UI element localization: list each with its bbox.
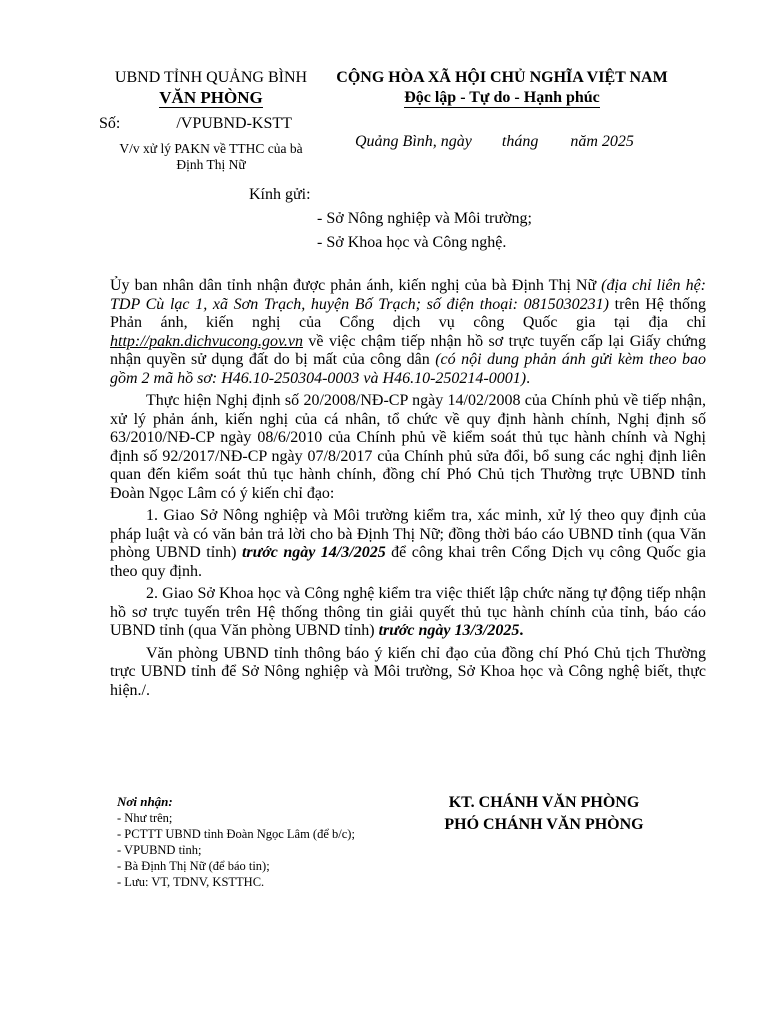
agency-block <box>96 68 326 109</box>
paragraph-4 <box>110 585 706 641</box>
p3-deadline: trước ngày 14/3/2025 <box>241 544 386 561</box>
p3-text-c: để công khai trên Cổng Dịch vụ công Quốc gia theo quy định. <box>110 544 707 580</box>
document-subject <box>96 141 326 173</box>
nation-block <box>318 68 686 108</box>
pakn-link[interactable]: http://pakn.dichvucong.gov.vn <box>110 332 303 350</box>
agency-name: UBND TỈNH QUẢNG BÌNH <box>114 69 308 86</box>
signature-block <box>412 792 676 836</box>
date-year: năm 2025 <box>570 133 634 150</box>
paragraph-2: Thực hiện Nghị định số 20/2008/NĐ-CP ngày 14/02/2008 của Chính phủ về tiếp nhận, xử lý phản ánh, kiến nghị của cá nhân, tổ chức về quy định hành chính, Nghị định số 63/2010/NĐ-CP ngày 08/6/2010 của Chính phủ về kiểm soát thủ tục hành chính và Nghị định số 92/2017/NĐ-CP ngày 07/8/2017 của Chính phủ sửa đổi, bổ sung các nghị định liên quan đến kiểm soát thủ tục hành chính, đồng chí Phó Chủ tịch Thường trực UBND tỉnh Đoàn Ngọc Lâm có ý kiến chỉ đạo: <box>110 392 706 502</box>
recipients-block <box>117 794 355 890</box>
p1-attachment-note: (có nội dung phản ánh gửi kèm theo bao gồm 2 mã hồ sơ: H46.10-250304-0003 và H46.10-250214-0001) <box>110 351 706 387</box>
p3-text-a: 1. Giao Sở Nông nghiệp và Môi trường kiểm tra, xác minh, xử lý theo quy định của pháp luật và có văn bản trả lời cho bà Định Thị Nữ; đồng thời báo cáo UBND tỉnh (qua Văn phòng UBND tỉnh) <box>110 507 706 561</box>
nation-title: CỘNG HÒA XÃ HỘI CHỦ NGHĨA VIỆT NAM <box>336 69 668 86</box>
document-date <box>347 115 634 151</box>
p4-deadline: trước ngày 13/3/2025 <box>378 622 520 639</box>
document-body <box>110 277 706 704</box>
p1-text-d: về việc chậm tiếp nhận hồ sơ trực tuyến cấp lại Giấy chứng nhận quyền sử dụng đất do bị mất của công dân <box>110 332 706 368</box>
number-label: Số: <box>99 115 121 132</box>
salutation: Kính gửi: <box>249 186 311 203</box>
p4-end: . <box>519 622 524 639</box>
recipient-1: - Sở Nông nghiệp và Môi trường; <box>317 210 532 227</box>
subject-line-2: Định Thị Nữ <box>176 157 246 172</box>
recipients-item: - PCTTT UBND tỉnh Đoàn Ngọc Lâm (để b/c); <box>117 827 355 841</box>
recipients-item: - Bà Định Thị Nữ (để báo tin); <box>117 859 270 873</box>
p1-text-a: Ủy ban nhân dân tỉnh nhận được phản ánh, kiến nghị của bà Định Thị Nữ <box>110 277 602 294</box>
number-value: /VPUBND-KSTT <box>176 115 292 132</box>
p4-text-a: 2. Giao Sở Khoa học và Công nghệ kiểm tra việc thiết lập chức năng tự động tiếp nhận hồ sơ trực tuyến trên Hệ thống thông tin giải quyết thủ tục hành chính của tỉnh, báo cáo UBND tỉnh (qua Văn phòng UBND tỉnh) <box>110 585 706 639</box>
recipients-item: - Như trên; <box>117 811 173 825</box>
paragraph-5: Văn phòng UBND tỉnh thông báo ý kiến chỉ đạo của đồng chí Phó Chủ tịch Thường trực UBND tỉnh để Sở Nông nghiệp và Môi trường, Sở Khoa học và Công nghệ biết, thực hiện./. <box>110 644 706 699</box>
date-place: Quảng Bình, ngày <box>355 133 472 150</box>
recipients-item: - VPUBND tỉnh; <box>117 843 202 857</box>
signature-line-1: KT. CHÁNH VĂN PHÒNG <box>448 794 640 811</box>
recipients-heading: Nơi nhận: <box>117 794 173 809</box>
paragraph-3 <box>110 507 706 581</box>
nation-motto: Độc lập - Tự do - Hạnh phúc <box>404 89 600 106</box>
paragraph-1 <box>110 277 706 388</box>
signature-line-2: PHÓ CHÁNH VĂN PHÒNG <box>444 816 644 833</box>
department-name: VĂN PHÒNG <box>159 88 263 107</box>
subject-line-1: V/v xử lý PAKN về TTHC của bà <box>119 141 303 156</box>
recipient-2: - Sở Khoa học và Công nghệ. <box>317 234 507 251</box>
p1-contact: (địa chỉ liên hệ: TDP Cù lạc 1, xã Sơn Trạch, huyện Bố Trạch; số điện thoại: 0815030231) <box>110 277 706 313</box>
recipients-item: - Lưu: VT, TDNV, KSTTHC. <box>117 875 265 889</box>
p1-end: . <box>526 369 531 387</box>
date-month: tháng <box>501 133 539 150</box>
p1-text-c: trên Hệ thống Phản ánh, kiến nghị của Cổng dịch vụ công Quốc gia tại địa chỉ <box>110 295 707 331</box>
document-number <box>99 115 292 133</box>
